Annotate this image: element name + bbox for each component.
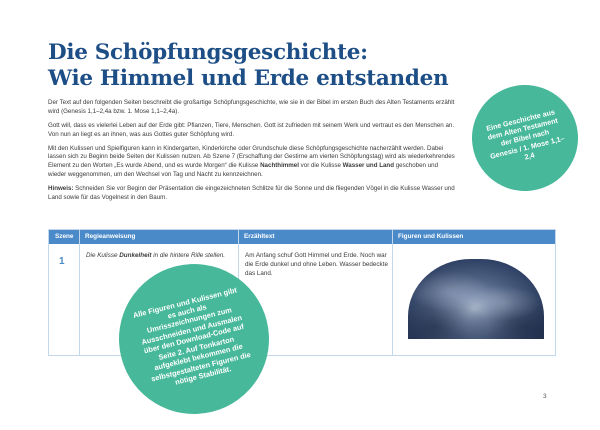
header-figures: Figuren und Kulissen: [398, 233, 464, 240]
narrative-text-cell: Am Anfang schuf Gott Himmel und Erde. Noch war die Erde dunkel und ohne Leben. Wasser bedeckte das Land.: [245, 252, 388, 277]
bible-source-badge: [461, 74, 589, 202]
intro-text: [48, 99, 456, 208]
title-line-1: Die Schöpfungsgeschichte:: [48, 40, 368, 65]
download-note-badge-text: Alle Figuren und Kulissen gibt es auch als Umrisszeichnungen zum Ausschneiden und Ausmalen über den Download-Code auf Seite 2. Auf Tonkarton aufgeklebt bekommen die selbstgestalteten Figuren die nötige Stabilität.: [131, 285, 252, 387]
header-scene: Szene: [55, 233, 74, 240]
intro-paragraph-3-mid: vor die Kulisse: [298, 162, 343, 170]
title-line-2: Wie Himmel und Erde entstanden: [48, 66, 449, 91]
hint-label: Hinweis:: [48, 184, 74, 192]
bible-source-badge-text: Eine Geschichte aus dem Alten Testament der Bibel nach Genesis / 1. Mose 1,1–2,4: [485, 107, 566, 162]
darkness-backdrop-image: [408, 259, 544, 339]
intro-paragraph-3-end: geschoben und wieder weggenommen, um den Wechsel von Tag und Nacht zu kennzeichnen.: [48, 162, 439, 178]
page-number: 3: [543, 393, 547, 400]
term-nachthimmel: Nachthimmel: [260, 162, 299, 170]
darkness-backdrop-texture: [408, 259, 544, 339]
hint-paragraph: [48, 185, 456, 203]
intro-paragraph-1: Der Text auf den folgenden Seiten beschreibt die großartige Schöpfungsgeschichte, wie sie in der Bibel im ersten Buch des Alten Testaments erzählt wird (Genesis 1,1–2,4a bzw. 1. Mose 1,1–2,4a).: [48, 99, 455, 115]
stage-direction-a: Die Kulisse: [86, 252, 120, 259]
stage-direction-cell: [86, 252, 236, 261]
page-title: [48, 40, 518, 92]
intro-paragraph-3: [48, 145, 456, 180]
intro-paragraph-2: Gott will, dass es vielerlei Leben auf der Erde gibt: Pflanzen, Tiere, Menschen. Gott ist zufrieden mit seinem Werk und vertraut es den Menschen an. Von nun an liegt es an ihnen, was aus Gottes guter Schöpfung wird.: [48, 121, 455, 138]
hint-text: Schneiden Sie vor Beginn der Präsentation die eingezeichneten Schlitze für die Sonne und die fliegenden Vögel in die Kulisse Wasser und Land sowie für das Vogelnest in den Baum.: [48, 184, 455, 201]
stage-direction-c: in die hintere Rille stellen.: [151, 252, 225, 259]
header-narrative-text: Erzähltext: [244, 233, 275, 240]
scene-number: 1: [59, 256, 65, 267]
header-stage-directions: Regieanweisung: [85, 233, 136, 240]
stage-direction-term: Dunkelheit: [119, 252, 152, 259]
column-divider: [392, 230, 393, 355]
term-wasser-und-land: Wasser und Land: [342, 162, 394, 170]
table-header-row: [49, 230, 555, 244]
column-divider: [79, 230, 80, 355]
intro-paragraph-3-text: Mit den Kulissen und Spielfiguren kann in Kindergarten, Kinderkirche oder Grundschule diese Schöpfungsgeschichte nacherzählt werden. Dabei lassen sich zu Beginn beide Seiten der Kulissen nutzen. Ab Szene 7 (Erschaffung der Gestirne am vierten Schöpfungstag) wird als wiederkehrendes Element zu den Worten „Es wurde Abend, und es wurde Morgen“ die Kulisse: [48, 144, 455, 170]
